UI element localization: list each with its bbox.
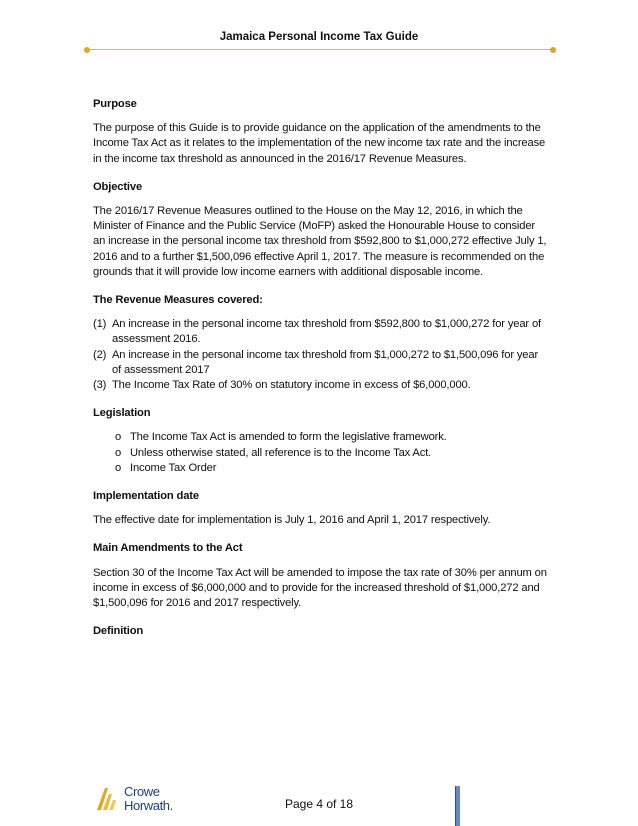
hollow-bullet-icon: o bbox=[115, 431, 122, 444]
hollow-bullet-icon: o bbox=[115, 446, 122, 459]
revenue-measures-list bbox=[93, 317, 548, 393]
footer-vertical-bar bbox=[455, 786, 460, 826]
amendments-text: Section 30 of the Income Tax Act will be amended to impose the tax rate of 30% per annum on income in excess of $6,000,000 and to provide for the increased threshold of $1,000,272 and $1,500,096 for 2016 and 2017 respectively. bbox=[93, 566, 547, 610]
header-rule bbox=[87, 49, 553, 50]
list-item bbox=[93, 317, 548, 347]
list-item-text: The Income Tax Rate of 30% on statutory income in excess of $6,000,000. bbox=[112, 379, 471, 392]
objective-text: The 2016/17 Revenue Measures outlined to the House on the May 12, 2016, in which the Minister of Finance and the Public Service (MoFP) asked the Honourable House to consider an increase in the personal income tax threshold from $592,800 to $1,000,272 effective July 1, 2016 and to a further $1,500,096 effective April 1, 2017. The measure is recommended on the grounds that it will provide low income earners with additional disposable income. bbox=[93, 205, 547, 278]
legislation-heading: Legislation bbox=[93, 407, 151, 420]
purpose-heading: Purpose bbox=[93, 98, 137, 110]
header-rule-right-dot bbox=[550, 47, 556, 53]
revenue-measures-heading: The Revenue Measures covered: bbox=[93, 294, 263, 307]
list-item-text: Unless otherwise stated, all reference is to the Income Tax Act. bbox=[130, 446, 432, 459]
list-item-number: (2) bbox=[93, 348, 107, 361]
list-item bbox=[93, 430, 548, 445]
page-number: Page 4 of 18 bbox=[284, 797, 354, 811]
logo-line-1: Crowe bbox=[124, 784, 160, 799]
list-item bbox=[93, 461, 548, 476]
header-title: Jamaica Personal Income Tax Guide bbox=[219, 31, 419, 43]
document-body bbox=[93, 97, 548, 639]
list-item-number: (3) bbox=[93, 379, 107, 392]
list-item-text: Income Tax Order bbox=[130, 461, 217, 474]
definition-heading: Definition bbox=[93, 625, 144, 638]
purpose-text: The purpose of this Guide is to provide guidance on the application of the amendments to the Income Tax Act as it relates to the implementation of the new income tax rate and the increase in the income tax threshold as announced in the 2016/17 Revenue Measures. bbox=[93, 122, 546, 165]
list-item-text: An increase in the personal income tax threshold from $592,800 to $1,000,272 for year of assessment 2016. bbox=[112, 318, 541, 346]
list-item-number: (1) bbox=[93, 318, 107, 331]
list-item-text: An increase in the personal income tax threshold from $1,000,272 to $1,500,096 for year of assessment 2017 bbox=[112, 348, 539, 376]
list-item bbox=[93, 446, 548, 461]
implementation-heading: Implementation date bbox=[93, 490, 199, 503]
logo-line-2: Horwath. bbox=[124, 798, 173, 813]
amendments-heading: Main Amendments to the Act bbox=[93, 542, 243, 555]
list-item bbox=[93, 378, 548, 393]
list-item-text: The Income Tax Act is amended to form the legislative framework. bbox=[130, 431, 447, 444]
implementation-text: The effective date for implementation is July 1, 2016 and April 1, 2017 respectively. bbox=[93, 514, 491, 527]
legislation-list bbox=[93, 430, 548, 476]
list-item bbox=[93, 348, 548, 378]
objective-heading: Objective bbox=[93, 180, 143, 193]
hollow-bullet-icon: o bbox=[115, 461, 122, 474]
